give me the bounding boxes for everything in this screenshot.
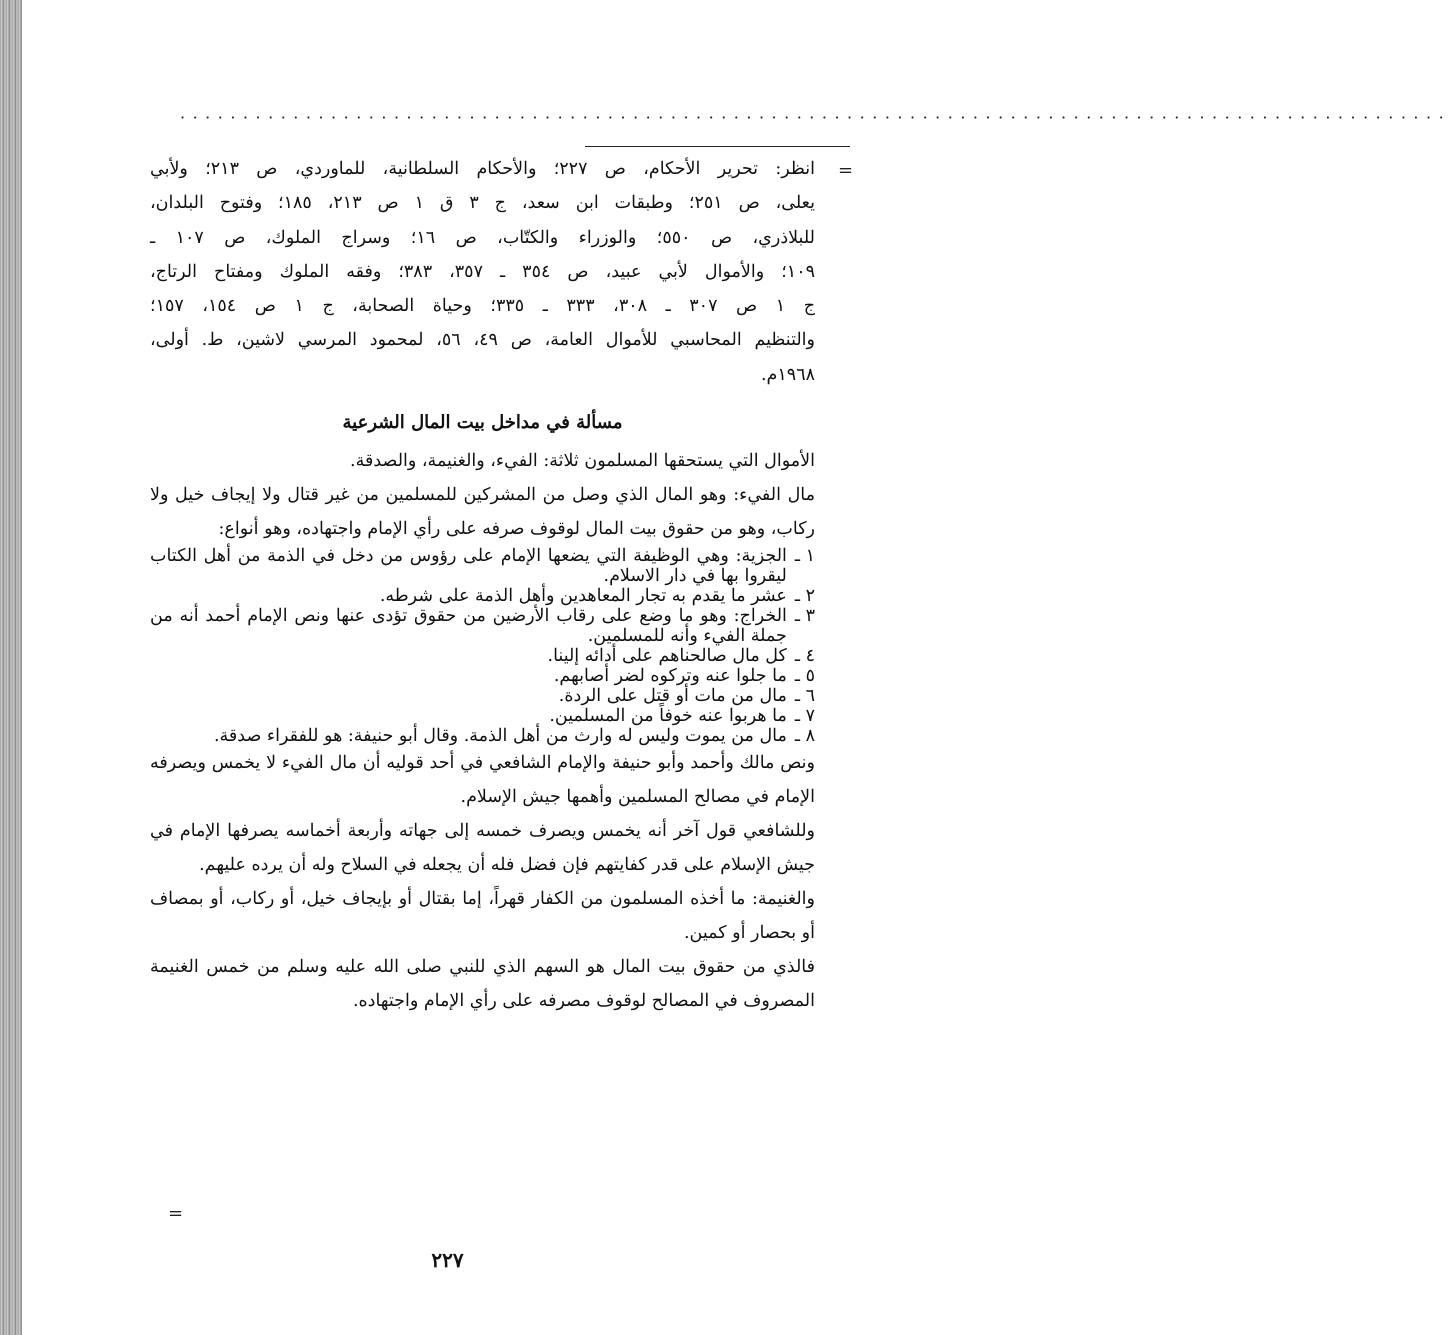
paragraph: ونص مالك وأحمد وأبو حنيفة والإمام الشافعي في أحد قوليه أن مال الفيء لا يخمس ويصرفه الإمام في مصالح المسلمين وأهمها جيش الإسلام. bbox=[150, 753, 815, 808]
list-item bbox=[150, 706, 815, 726]
list-item-number: ٦ ـ bbox=[794, 686, 815, 707]
footnote-continuation-marker: = bbox=[838, 160, 854, 181]
page-body bbox=[150, 152, 815, 1018]
paragraph: والغنيمة: ما أخذه المسلمون من الكفار قهراً، إما بقتال أو بإيجاف خيل، أو ركاب، أو بمصاف أو بحصار أو كمين. bbox=[150, 889, 815, 944]
list-item-number: ٢ ـ bbox=[794, 586, 815, 607]
list-item-number: ٣ ـ bbox=[794, 606, 815, 627]
list-item-number: ١ ـ bbox=[794, 546, 815, 567]
list-item-number: ٥ ـ bbox=[794, 666, 815, 687]
footnote-line: ج ١ ص ٣٠٧ ـ ٣٠٨، ٣٣٣ ـ ٣٣٥؛ وحياة الصحابة، ج ١ ص ١٥٤، ١٥٧؛ bbox=[150, 296, 816, 317]
footnote-line: يعلى، ص ٢٥١؛ وطبقات ابن سعد، ج ٣ ق ١ ص ٢١٣، ١٨٥؛ وفتوح البلدان، bbox=[150, 193, 815, 214]
list-item-number: ٤ ـ bbox=[794, 646, 815, 667]
list-item bbox=[150, 586, 815, 606]
list-item bbox=[150, 686, 815, 706]
list-item-text: عشر ما يقدم به تجار المعاهدين وأهل الذمة على شرطه. bbox=[379, 586, 787, 607]
footnote-line: للبلاذري، ص ٥٥٠؛ والوزراء والكتّاب، ص ١٦؛ وسراج الملوك، ص ١٠٧ ـ bbox=[150, 227, 815, 248]
list-item-text: مال من مات أو قتل على الردة. bbox=[558, 686, 787, 707]
list-item-text: الجزية: وهي الوظيفة التي يضعها الإمام على رؤوس من دخل في الذمة من أهل الكتاب ليقروا بها في دار الاسلام. bbox=[150, 546, 787, 587]
section-heading: مسألة في مداخل بيت المال الشرعية bbox=[342, 412, 623, 434]
footnote-line: ١٩٦٨م. bbox=[760, 364, 815, 385]
list-item bbox=[150, 666, 815, 686]
list-item bbox=[150, 726, 815, 746]
list-item bbox=[150, 546, 815, 586]
footnote-block bbox=[150, 152, 815, 392]
list-item-text: كل مال صالحناهم على أدائه إلينا. bbox=[547, 646, 787, 667]
page-continuation-marker: = bbox=[168, 1203, 184, 1224]
page-number: ٢٢٧ bbox=[431, 1248, 464, 1272]
dotted-separator: ····································································································· bbox=[180, 108, 1451, 127]
paragraph: وللشافعي قول آخر أنه يخمس ويصرف خمسه إلى جهاته وأربعة أخماسه يصرفها الإمام في جيش الإسلام على قدر كفايتهم فإن فضل فله أن يجعله في السلاح وله أن يرده عليهم. bbox=[150, 821, 815, 876]
list-item-text: الخراج: وهو ما وضع على رقاب الأرضين من حقوق تؤدى عنها ونص الإمام أحمد أنه من جملة الفيء وأنه للمسلمين. bbox=[150, 606, 787, 647]
footnote-rule bbox=[585, 146, 850, 147]
footnote-line: انظر: تحرير الأحكام، ص ٢٢٧؛ والأحكام السلطانية، للماوردي، ص ٢١٣؛ ولأبي bbox=[150, 159, 815, 179]
list-item-text: ما هربوا عنه خوفاً من المسلمين. bbox=[549, 706, 787, 727]
intro-paragraph: الأموال التي يستحقها المسلمون ثلاثة: الفيء، والغنيمة، والصدقة. bbox=[350, 451, 815, 472]
footnote-line: ١٠٩؛ والأموال لأبي عبيد، ص ٣٥٤ ـ ٣٥٧، ٣٨٣؛ وفقه الملوك ومفتاح الرتاج، bbox=[150, 261, 815, 282]
list-item-number: ٨ ـ bbox=[794, 726, 815, 747]
list-item bbox=[150, 606, 815, 646]
list-item-text: مال من يموت وليس له وارث من أهل الذمة. وقال أبو حنيفة: هو للفقراء صدقة. bbox=[213, 726, 787, 747]
scan-edge bbox=[0, 0, 22, 1335]
list-item-text: ما جلوا عنه وتركوه لضر أصابهم. bbox=[553, 666, 787, 687]
paragraph: فالذي من حقوق بيت المال هو السهم الذي للنبي صلى الله عليه وسلم من خمس الغنيمة المصروف في المصالح لوقوف مصرفه على رأي الإمام واجتهاده. bbox=[150, 957, 815, 1012]
list-item bbox=[150, 646, 815, 666]
list-item-number: ٧ ـ bbox=[794, 706, 815, 727]
main-text bbox=[150, 444, 815, 1018]
footnote-line: والتنظيم المحاسبي للأموال العامة، ص ٤٩، ٥٦، لمحمود المرسي لاشين، ط. أولى، bbox=[150, 330, 815, 351]
fay-paragraph: مال الفيء: وهو المال الذي وصل من المشركين للمسلمين من غير قتال ولا إيجاف خيل ولا ركاب، وهو من حقوق بيت المال لوقوف صرفه على رأي الإمام واجتهاده، وهو أنواع: bbox=[150, 485, 815, 540]
